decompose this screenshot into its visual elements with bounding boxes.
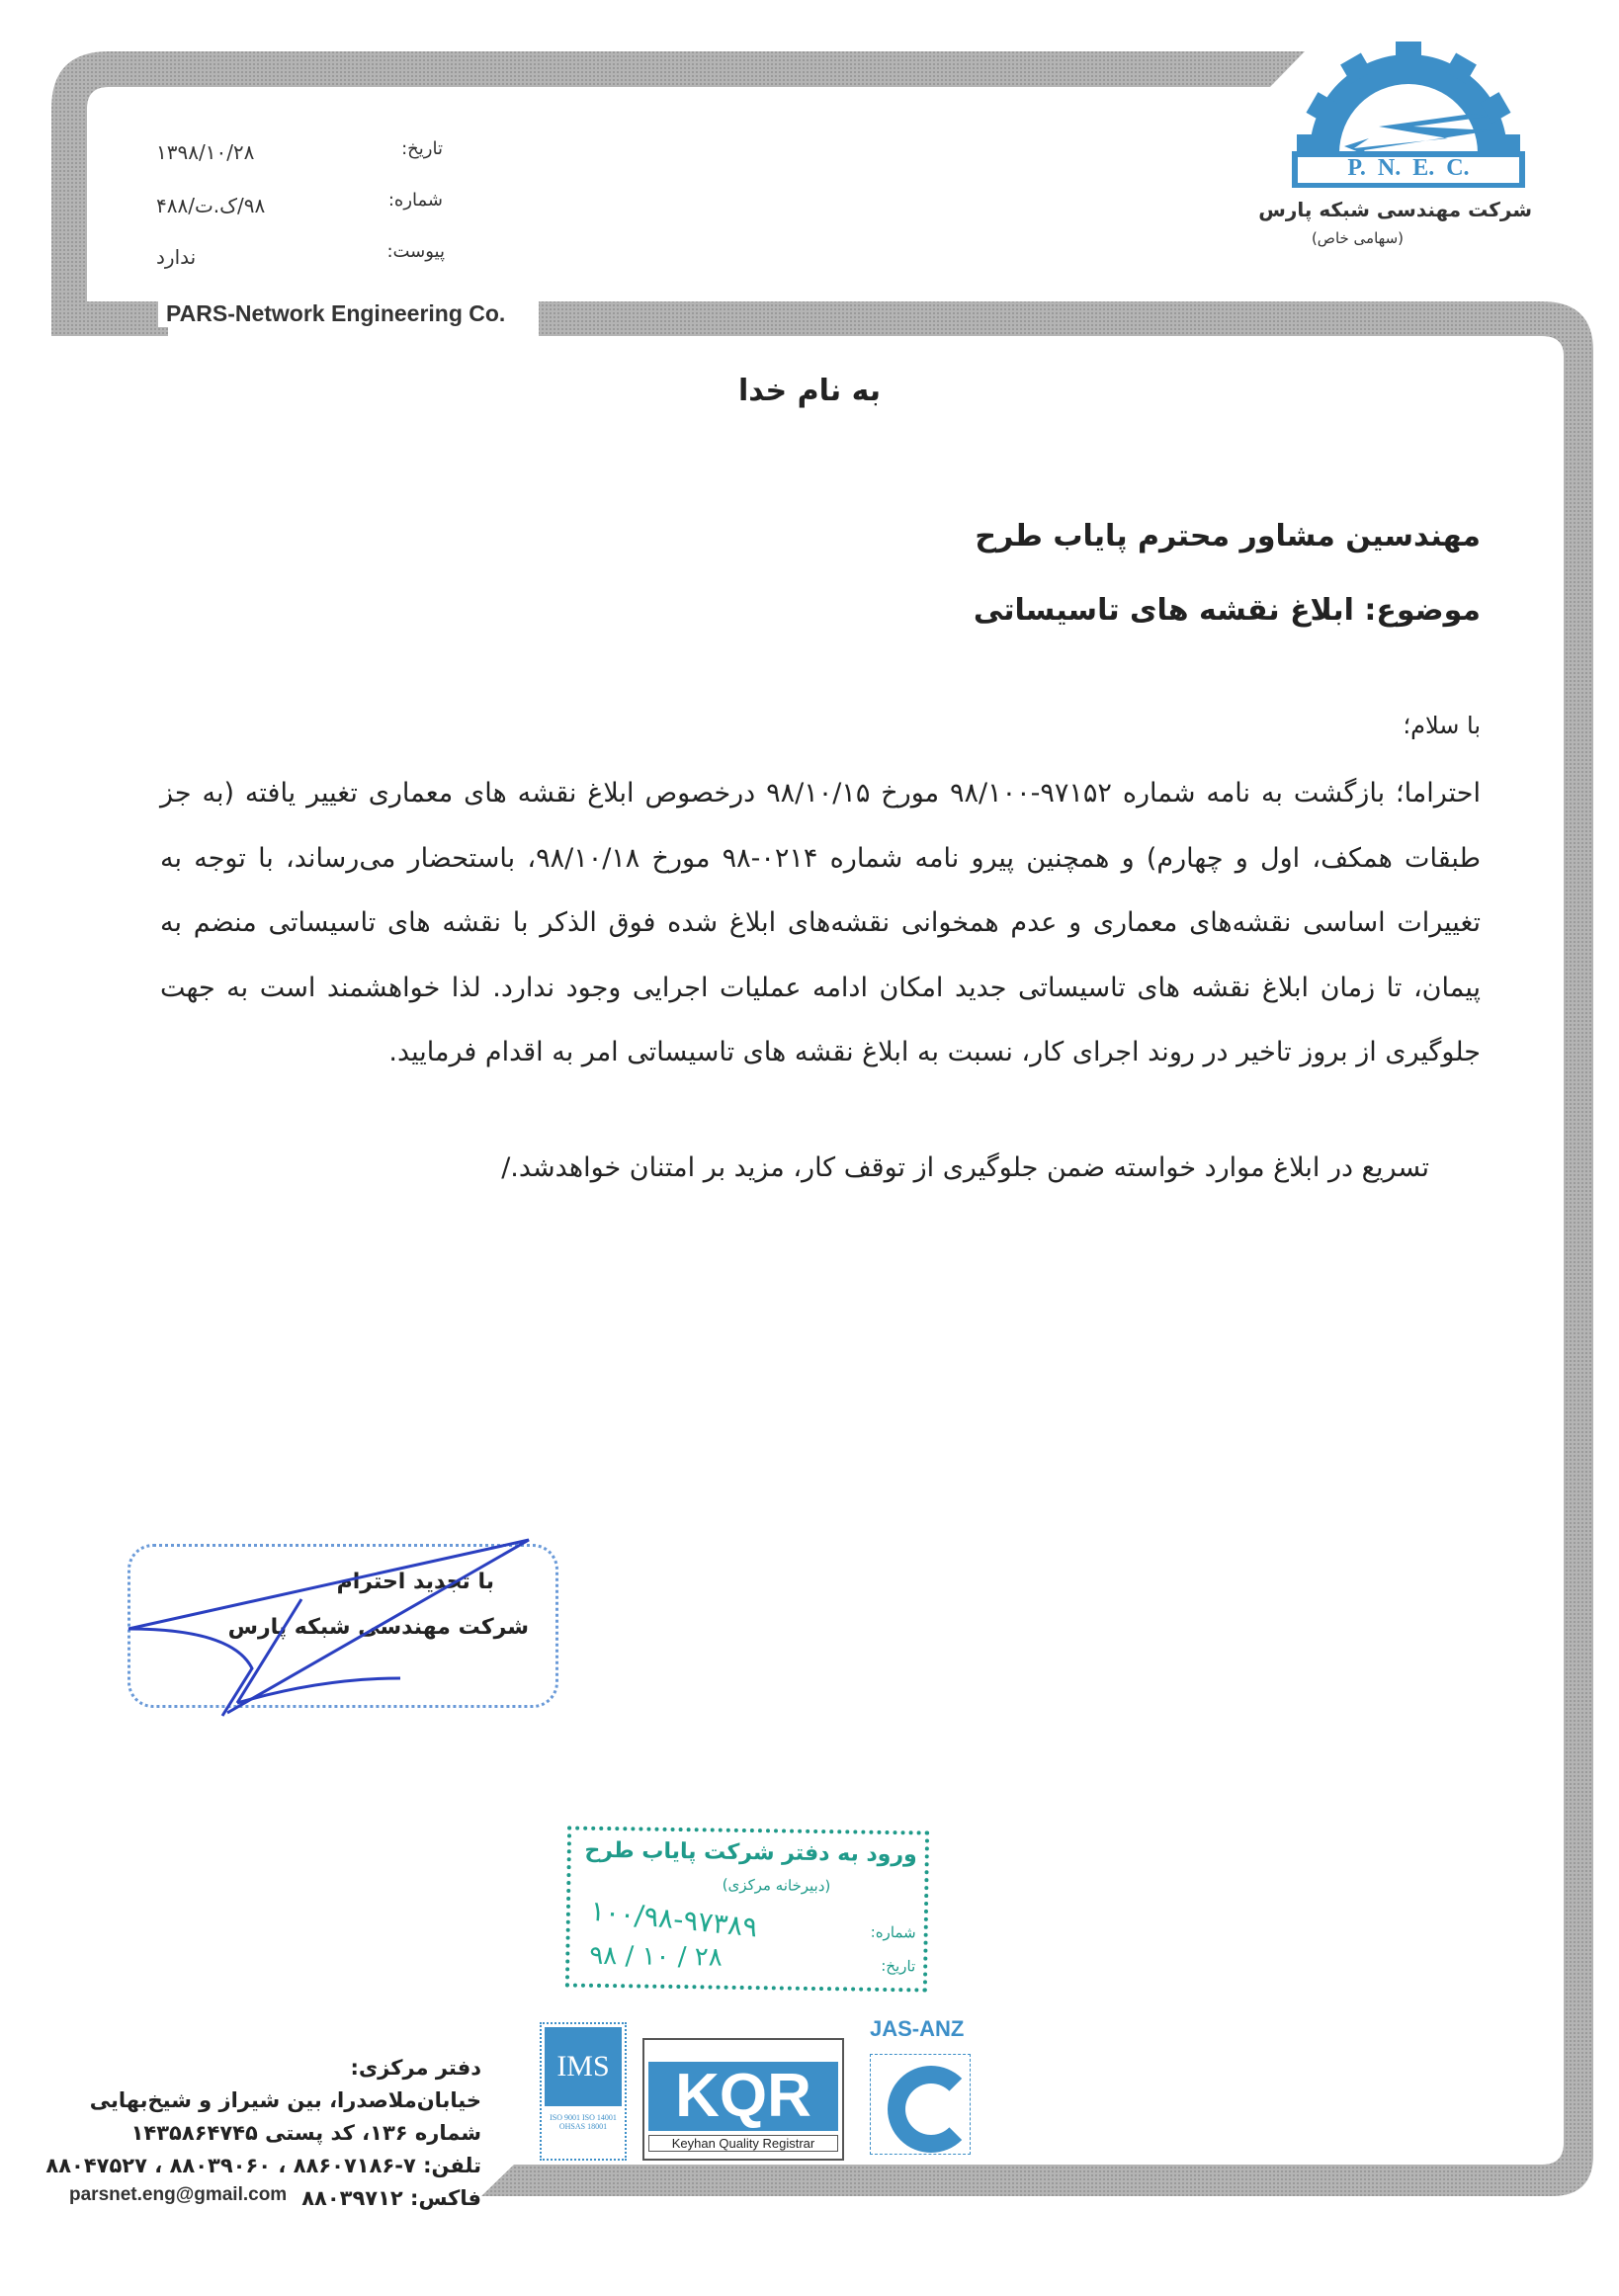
closing-line: تسریع در ابلاغ موارد خواسته ضمن جلوگیری از توقف کار، مزید بر امتنان خواهدشد./ [501, 1152, 1429, 1183]
attachment-label: پیوست: [386, 241, 445, 262]
company-name-english: PARS-Network Engineering Co. [158, 300, 513, 327]
company-logo [1258, 40, 1532, 267]
number-label: شماره: [387, 190, 443, 211]
ims-subtext: ISO 9001 ISO 14001 OHSAS 18001 [550, 2113, 617, 2131]
received-date-label: تاریخ: [881, 1956, 916, 1976]
greeting: با سلام؛ [1403, 712, 1481, 739]
date-value: ۱۳۹۸/۱۰/۲۸ [156, 140, 255, 164]
received-stamp-title: ورود به دفتر شرکت پایاب طرح [584, 1837, 917, 1868]
office-number-postal: شماره ۱۳۶، کد پستی ۱۴۳۵۸۶۴۷۴۵ [130, 2121, 481, 2145]
attachment-value: ندارد [156, 245, 197, 269]
letter-body: احتراما؛ بازگشت به نامه شماره ۹۷۱۵۲-۹۸/۱۰۰ مورخ ۹۸/۱۰/۱۵ درخصوص ابلاغ نقشه های معماری تغییر یافته (به جز طبقات همکف، اول و چهارم) و همچنین پیرو نامه شماره ۰۲۱۴-۹۸ مورخ ۹۸/۱۰/۱۸، باستحضار می‌رساند، با توجه به تغییرات اساسی نقشه‌های معماری و عدم همخوانی نقشه‌های ابلاغ شده فوق الذکر با نقشه های تاسیساتی منضم به پیمان، تا زمان ابلاغ نقشه های تاسیساتی جدید امکان ادامه عملیات اجرایی وجود ندارد. لذا خواهشمند است به جهت جلوگیری از بروز تاخیر در روند اجرای کار، نسبت به ابلاغ نقشه های تاسیساتی امر به اقدام فرمایید. [160, 778, 1481, 1067]
received-number-value: ۱۰۰/۹۸-۹۷۳۸۹ [588, 1894, 760, 1944]
letter-heading: به نام خدا [737, 374, 882, 408]
handwritten-signature [124, 1530, 563, 1728]
jas-anz-logo [866, 2016, 994, 2160]
signature-stamp [124, 1530, 563, 1716]
received-date-value: ۹۸ / ۱۰ / ۲۸ [589, 1940, 723, 1973]
office-label: دفتر مرکزی: [350, 2056, 481, 2080]
ims-certification-logo [540, 2022, 627, 2161]
addressee: مهندسین مشاور محترم پایاب طرح [975, 519, 1481, 553]
logo-initials: P. N. E. C. [1347, 155, 1470, 181]
kqr-text: KQR [648, 2062, 838, 2131]
jas-anz-text: JAS-ANZ [870, 2016, 965, 2041]
company-name-persian: شرکت مهندسی شبکه پارس [1258, 198, 1532, 221]
ims-text: IMS [545, 2027, 622, 2106]
signature-company: شرکت مهندسی شبکه پارس [227, 1615, 529, 1640]
subject: موضوع: ابلاغ نقشه های تاسیساتی [973, 593, 1481, 628]
office-fax: فاکس: ۸۸۰۳۹۷۱۲ [301, 2186, 481, 2210]
kqr-certification-logo [642, 2038, 844, 2161]
regards-text: با تجدید احترام [336, 1570, 494, 1594]
kqr-caption: Keyhan Quality Registrar [648, 2135, 838, 2152]
office-street: خیابان‌ملاصدرا، بین شیراز و شیخ‌بهایی [89, 2088, 481, 2112]
received-stamp [565, 1826, 929, 1992]
date-label: تاریخ: [401, 138, 443, 159]
jas-anz-c-icon [888, 2066, 975, 2153]
received-stamp-subtitle: (دبیرخانه مرکزی) [722, 1875, 831, 1896]
number-value: ۹۸/ک.ت/۴۸۸ [156, 194, 266, 217]
email-link[interactable]: parsnet.eng@gmail.com [69, 2184, 288, 2205]
company-type: (سهامی خاص) [1311, 229, 1404, 247]
office-phone: تلفن: ۷-۸۸۶۰۷۱۸۶ ، ۸۸۰۳۹۰۶۰ ، ۸۸۰۴۷۵۲۷ [45, 2154, 481, 2177]
received-number-label: شماره: [870, 1922, 916, 1942]
